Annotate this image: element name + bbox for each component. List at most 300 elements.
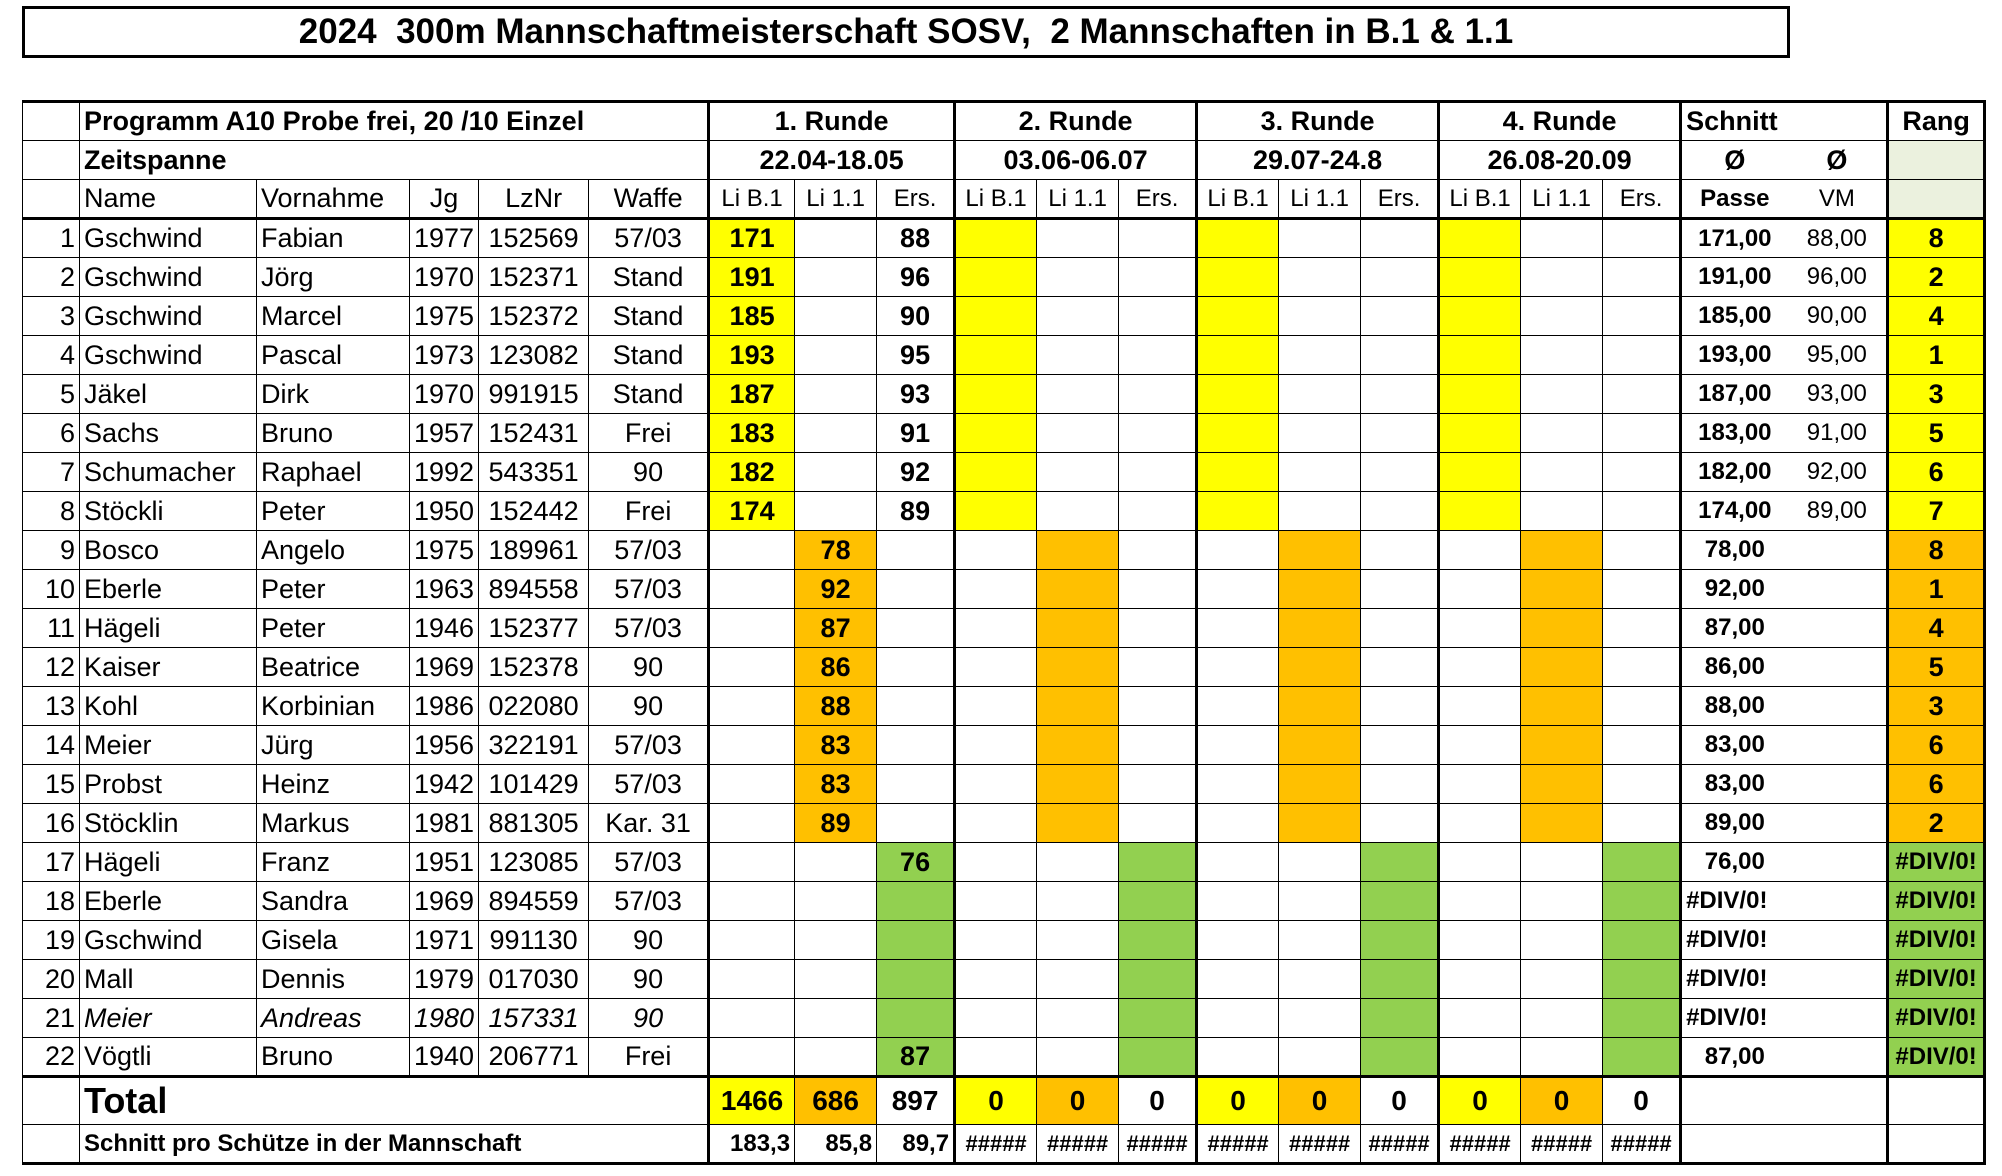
corner-cell [23, 1125, 80, 1164]
r3-li-b1-cell [1197, 258, 1279, 297]
row-number: 13 [23, 687, 80, 726]
r4-li-b1-cell [1439, 336, 1521, 375]
r3-li-b1-cell [1197, 570, 1279, 609]
r4-li-11-cell [1521, 414, 1603, 453]
row-number: 18 [23, 882, 80, 921]
r1-li-11-cell: 78 [795, 531, 877, 570]
lznr-cell: 991915 [479, 375, 589, 414]
waffe-cell: 57/03 [589, 726, 709, 765]
r1-ers-cell [877, 882, 955, 921]
lznr-cell: 017030 [479, 960, 589, 999]
r4-li-11-cell [1521, 453, 1603, 492]
rank-cell: 8 [1888, 219, 1985, 258]
r2-li-b1-cell [955, 531, 1037, 570]
lznr-cell: 152431 [479, 414, 589, 453]
passe-avg-cell: 89,00 [1681, 804, 1788, 843]
r4-ers-cell [1603, 258, 1681, 297]
average-row [23, 1125, 1985, 1164]
total-value-cell: 686 [795, 1077, 877, 1125]
vorname-cell: Franz [257, 843, 410, 882]
name-cell: Hägeli [80, 609, 257, 648]
row-number: 6 [23, 414, 80, 453]
row-number: 4 [23, 336, 80, 375]
r2-li-11-cell [1037, 843, 1119, 882]
lznr-cell: 123082 [479, 336, 589, 375]
average-value-cell: ##### [1603, 1125, 1681, 1164]
r1-li-11-cell: 92 [795, 570, 877, 609]
vorname-cell: Peter [257, 609, 410, 648]
jg-cell: 1980 [410, 999, 479, 1038]
average-value-cell: ##### [1197, 1125, 1279, 1164]
r3-li-11-cell [1279, 1038, 1361, 1077]
lznr-cell: 123085 [479, 843, 589, 882]
rang-label: Rang [1888, 102, 1985, 141]
r2-li-11-cell [1037, 570, 1119, 609]
r3-li-11-cell [1279, 648, 1361, 687]
r4-li-11-cell [1521, 297, 1603, 336]
schnitt-label: Schnitt [1681, 102, 1888, 141]
r4-li-b1-cell [1439, 726, 1521, 765]
round-2-dates: 03.06-06.07 [955, 141, 1197, 180]
r4-ers-cell [1603, 336, 1681, 375]
results-table [22, 100, 1986, 1165]
r2-li-b1-cell [955, 492, 1037, 531]
r2-li-11-cell [1037, 960, 1119, 999]
r1-li-11-cell: 87 [795, 609, 877, 648]
r4-ers-cell [1603, 492, 1681, 531]
row-number: 5 [23, 375, 80, 414]
table-row [23, 687, 1985, 726]
r1-li-11-cell [795, 960, 877, 999]
r2-li-b1-cell [955, 219, 1037, 258]
r1-ers-cell [877, 765, 955, 804]
r3-ers-cell [1361, 882, 1439, 921]
name-cell: Bosco [80, 531, 257, 570]
r3-li-11-cell [1279, 960, 1361, 999]
r2-li-b1-cell [955, 765, 1037, 804]
vm-avg-cell [1788, 804, 1888, 843]
r1-ers-cell [877, 609, 955, 648]
r2-li-b1-cell [955, 375, 1037, 414]
round-1-dates: 22.04-18.05 [709, 141, 955, 180]
waffe-cell: Stand [589, 297, 709, 336]
r2-li-b1-cell [955, 843, 1037, 882]
r3-li-b1-cell [1197, 531, 1279, 570]
table-row [23, 765, 1985, 804]
jg-cell: 1956 [410, 726, 479, 765]
r2-li-b1-cell [955, 921, 1037, 960]
row-number: 11 [23, 609, 80, 648]
rank-cell: 5 [1888, 414, 1985, 453]
r3-ers-cell [1361, 531, 1439, 570]
r4-li-11-cell [1521, 804, 1603, 843]
name-cell: Stöckli [80, 492, 257, 531]
r4-ers-cell [1603, 726, 1681, 765]
passe-avg-cell: #DIV/0! [1681, 882, 1788, 921]
r4-li-b1-cell [1439, 297, 1521, 336]
vm-avg-cell [1788, 765, 1888, 804]
r2-ers-cell [1119, 375, 1197, 414]
vm-avg-cell: 88,00 [1788, 219, 1888, 258]
r4-ers-cell [1603, 960, 1681, 999]
r1-li-11-cell [795, 882, 877, 921]
rank-cell: 5 [1888, 648, 1985, 687]
total-row [23, 1077, 1985, 1125]
jg-cell: 1981 [410, 804, 479, 843]
corner-cell [23, 1077, 80, 1125]
vorname-cell: Raphael [257, 453, 410, 492]
r2-ers-cell [1119, 531, 1197, 570]
vorname-cell: Gisela [257, 921, 410, 960]
r4-li-b1-cell [1439, 414, 1521, 453]
total-value-cell: 0 [1521, 1077, 1603, 1125]
total-blank [1888, 1077, 1985, 1125]
table-row [23, 921, 1985, 960]
r1-li-b1-cell: 193 [709, 336, 795, 375]
vorname-cell: Fabian [257, 219, 410, 258]
r2-ers-cell [1119, 414, 1197, 453]
total-value-cell: 897 [877, 1077, 955, 1125]
r4-li-11-cell [1521, 492, 1603, 531]
r1-ers-cell: 93 [877, 375, 955, 414]
r4-li-11-cell [1521, 960, 1603, 999]
lznr-cell: 206771 [479, 1038, 589, 1077]
vm-avg-cell [1788, 570, 1888, 609]
total-value-cell: 0 [1603, 1077, 1681, 1125]
waffe-cell: 57/03 [589, 765, 709, 804]
r2-li-11-cell [1037, 1038, 1119, 1077]
passe-avg-cell: 171,00 [1681, 219, 1788, 258]
r4-li-b1-cell [1439, 1038, 1521, 1077]
r1-ers-cell [877, 960, 955, 999]
r4-ers-cell [1603, 999, 1681, 1038]
r3-ers-cell [1361, 609, 1439, 648]
average-value-cell: ##### [1037, 1125, 1119, 1164]
total-value-cell: 0 [1361, 1077, 1439, 1125]
r1-li-b1-cell [709, 843, 795, 882]
r1-ers-cell: 87 [877, 1038, 955, 1077]
r1-ers-cell: 96 [877, 258, 955, 297]
r1-li-11-cell: 88 [795, 687, 877, 726]
row-number: 15 [23, 765, 80, 804]
col-r2-li-11: Li 1.1 [1037, 180, 1119, 219]
r4-li-b1-cell [1439, 492, 1521, 531]
r2-ers-cell [1119, 960, 1197, 999]
r4-li-b1-cell [1439, 765, 1521, 804]
r1-li-b1-cell [709, 882, 795, 921]
total-value-cell: 0 [1197, 1077, 1279, 1125]
r1-li-11-cell [795, 453, 877, 492]
row-number: 14 [23, 726, 80, 765]
vorname-cell: Bruno [257, 414, 410, 453]
passe-avg-cell: 174,00 [1681, 492, 1788, 531]
r2-li-b1-cell [955, 687, 1037, 726]
rank-cell: #DIV/0! [1888, 843, 1985, 882]
waffe-cell: 57/03 [589, 882, 709, 921]
r1-li-b1-cell: 191 [709, 258, 795, 297]
row-number: 17 [23, 843, 80, 882]
r4-li-11-cell [1521, 921, 1603, 960]
r1-li-b1-cell [709, 960, 795, 999]
jg-cell: 1992 [410, 453, 479, 492]
jg-cell: 1969 [410, 648, 479, 687]
r3-li-b1-cell [1197, 648, 1279, 687]
r1-li-b1-cell [709, 648, 795, 687]
name-cell: Kohl [80, 687, 257, 726]
r3-li-11-cell [1279, 453, 1361, 492]
vorname-cell: Andreas [257, 999, 410, 1038]
lznr-cell: 022080 [479, 687, 589, 726]
r2-li-b1-cell [955, 297, 1037, 336]
r1-li-b1-cell: 183 [709, 414, 795, 453]
r2-ers-cell [1119, 336, 1197, 375]
r3-li-b1-cell [1197, 999, 1279, 1038]
r1-ers-cell [877, 570, 955, 609]
r3-li-b1-cell [1197, 414, 1279, 453]
lznr-cell: 894559 [479, 882, 589, 921]
r1-ers-cell: 76 [877, 843, 955, 882]
r1-li-b1-cell [709, 726, 795, 765]
r4-li-11-cell [1521, 258, 1603, 297]
jg-cell: 1970 [410, 258, 479, 297]
r1-ers-cell: 88 [877, 219, 955, 258]
round-3-title: 3. Runde [1197, 102, 1439, 141]
name-cell: Mall [80, 960, 257, 999]
name-cell: Stöcklin [80, 804, 257, 843]
vorname-cell: Dirk [257, 375, 410, 414]
r1-ers-cell [877, 999, 955, 1038]
r3-li-11-cell [1279, 219, 1361, 258]
lznr-cell: 157331 [479, 999, 589, 1038]
r3-ers-cell [1361, 843, 1439, 882]
total-value-cell: 0 [955, 1077, 1037, 1125]
passe-avg-cell: 191,00 [1681, 258, 1788, 297]
vorname-cell: Bruno [257, 1038, 410, 1077]
passe-avg-cell: #DIV/0! [1681, 999, 1788, 1038]
table-row [23, 297, 1985, 336]
r4-li-b1-cell [1439, 258, 1521, 297]
name-cell: Schumacher [80, 453, 257, 492]
r1-li-11-cell: 89 [795, 804, 877, 843]
vorname-cell: Dennis [257, 960, 410, 999]
r1-li-11-cell [795, 999, 877, 1038]
page-title: 2024 300m Mannschaftmeisterschaft SOSV, 2 Mannschaften in B.1 & 1.1 [22, 6, 1790, 58]
r1-li-11-cell: 86 [795, 648, 877, 687]
average-value-cell: 89,7 [877, 1125, 955, 1164]
round-3-dates: 29.07-24.8 [1197, 141, 1439, 180]
vm-avg-cell [1788, 960, 1888, 999]
r3-ers-cell [1361, 765, 1439, 804]
passe-avg-cell: 87,00 [1681, 1038, 1788, 1077]
col-r3-ers: Ers. [1361, 180, 1439, 219]
r1-li-b1-cell [709, 999, 795, 1038]
r4-li-b1-cell [1439, 648, 1521, 687]
r4-li-11-cell [1521, 999, 1603, 1038]
col-r3-li-11: Li 1.1 [1279, 180, 1361, 219]
name-cell: Probst [80, 765, 257, 804]
jg-cell: 1975 [410, 297, 479, 336]
round-2-title: 2. Runde [955, 102, 1197, 141]
r2-li-11-cell [1037, 453, 1119, 492]
r2-li-11-cell [1037, 414, 1119, 453]
rank-cell: 8 [1888, 531, 1985, 570]
programm-label: Programm A10 Probe frei, 20 /10 Einzel [80, 102, 709, 141]
r3-li-b1-cell [1197, 726, 1279, 765]
r2-li-b1-cell [955, 336, 1037, 375]
vorname-cell: Peter [257, 492, 410, 531]
table-row [23, 648, 1985, 687]
average-label: Schnitt pro Schütze in der Mannschaft [80, 1125, 709, 1164]
r2-li-11-cell [1037, 609, 1119, 648]
zeitspanne-label: Zeitspanne [80, 141, 709, 180]
r4-li-b1-cell [1439, 882, 1521, 921]
corner-cell [23, 141, 80, 180]
total-blank [1788, 1077, 1888, 1125]
r2-li-11-cell [1037, 999, 1119, 1038]
col-r2-ers: Ers. [1119, 180, 1197, 219]
col-r4-li-11: Li 1.1 [1521, 180, 1603, 219]
r2-li-b1-cell [955, 258, 1037, 297]
name-cell: Meier [80, 999, 257, 1038]
name-cell: Gschwind [80, 297, 257, 336]
col-passe: Passe [1681, 180, 1788, 219]
r4-ers-cell [1603, 531, 1681, 570]
r2-li-b1-cell [955, 960, 1037, 999]
rank-cell: 7 [1888, 492, 1985, 531]
average-value-cell: 85,8 [795, 1125, 877, 1164]
r1-ers-cell: 95 [877, 336, 955, 375]
r2-ers-cell [1119, 726, 1197, 765]
r4-ers-cell [1603, 453, 1681, 492]
r4-li-b1-cell [1439, 843, 1521, 882]
table-row [23, 258, 1985, 297]
average-blank [1888, 1125, 1985, 1164]
r2-li-11-cell [1037, 882, 1119, 921]
r1-li-11-cell [795, 375, 877, 414]
rank-cell: #DIV/0! [1888, 921, 1985, 960]
lznr-cell: 322191 [479, 726, 589, 765]
vorname-cell: Angelo [257, 531, 410, 570]
corner-cell [23, 180, 80, 219]
total-value-cell: 0 [1119, 1077, 1197, 1125]
r3-li-b1-cell [1197, 219, 1279, 258]
r3-li-b1-cell [1197, 492, 1279, 531]
passe-avg-cell: 92,00 [1681, 570, 1788, 609]
r3-li-11-cell [1279, 492, 1361, 531]
r3-li-11-cell [1279, 258, 1361, 297]
vm-avg-cell [1788, 999, 1888, 1038]
r3-li-b1-cell [1197, 921, 1279, 960]
round-4-dates: 26.08-20.09 [1439, 141, 1681, 180]
jg-cell: 1951 [410, 843, 479, 882]
lznr-cell: 152372 [479, 297, 589, 336]
name-cell: Gschwind [80, 258, 257, 297]
waffe-cell: 90 [589, 648, 709, 687]
col-r3-li-b1: Li B.1 [1197, 180, 1279, 219]
jg-cell: 1986 [410, 687, 479, 726]
table-row [23, 375, 1985, 414]
r4-li-b1-cell [1439, 804, 1521, 843]
r1-li-b1-cell [709, 687, 795, 726]
row-number: 19 [23, 921, 80, 960]
r3-ers-cell [1361, 336, 1439, 375]
round-4-title: 4. Runde [1439, 102, 1681, 141]
vm-avg-cell: 95,00 [1788, 336, 1888, 375]
r3-li-11-cell [1279, 297, 1361, 336]
jg-cell: 1946 [410, 609, 479, 648]
r3-ers-cell [1361, 453, 1439, 492]
waffe-cell: Frei [589, 414, 709, 453]
waffe-cell: 90 [589, 453, 709, 492]
lznr-cell: 152377 [479, 609, 589, 648]
passe-avg-cell: 76,00 [1681, 843, 1788, 882]
r4-li-b1-cell [1439, 609, 1521, 648]
r4-li-11-cell [1521, 765, 1603, 804]
vorname-cell: Jörg [257, 258, 410, 297]
r3-ers-cell [1361, 414, 1439, 453]
r1-li-11-cell [795, 843, 877, 882]
col-vorname: Vornahme [257, 180, 410, 219]
r4-li-11-cell [1521, 1038, 1603, 1077]
col-r1-ers: Ers. [877, 180, 955, 219]
r4-li-b1-cell [1439, 453, 1521, 492]
r3-li-11-cell [1279, 726, 1361, 765]
r3-li-11-cell [1279, 999, 1361, 1038]
r3-li-b1-cell [1197, 1038, 1279, 1077]
vm-avg-cell: 91,00 [1788, 414, 1888, 453]
table-row [23, 726, 1985, 765]
r2-li-11-cell [1037, 804, 1119, 843]
passe-avg-cell: 83,00 [1681, 726, 1788, 765]
r3-ers-cell [1361, 1038, 1439, 1077]
waffe-cell: 90 [589, 999, 709, 1038]
passe-avg-cell: 187,00 [1681, 375, 1788, 414]
waffe-cell: 57/03 [589, 219, 709, 258]
r1-li-b1-cell [709, 531, 795, 570]
r2-li-b1-cell [955, 1038, 1037, 1077]
r3-li-b1-cell [1197, 882, 1279, 921]
rank-cell: #DIV/0! [1888, 960, 1985, 999]
table-row [23, 336, 1985, 375]
r2-li-11-cell [1037, 921, 1119, 960]
vm-avg-cell [1788, 921, 1888, 960]
waffe-cell: 90 [589, 921, 709, 960]
r4-ers-cell [1603, 648, 1681, 687]
r3-ers-cell [1361, 297, 1439, 336]
total-value-cell: 0 [1037, 1077, 1119, 1125]
name-cell: Sachs [80, 414, 257, 453]
passe-avg-cell: 193,00 [1681, 336, 1788, 375]
vm-avg-cell [1788, 531, 1888, 570]
rang-blank [1888, 141, 1985, 180]
jg-cell: 1971 [410, 921, 479, 960]
r2-li-11-cell [1037, 219, 1119, 258]
r3-li-b1-cell [1197, 843, 1279, 882]
col-jg: Jg [410, 180, 479, 219]
vm-avg-cell [1788, 687, 1888, 726]
row-number: 20 [23, 960, 80, 999]
col-r4-li-b1: Li B.1 [1439, 180, 1521, 219]
table-row [23, 570, 1985, 609]
table-row [23, 999, 1985, 1038]
r3-li-11-cell [1279, 375, 1361, 414]
r1-ers-cell [877, 648, 955, 687]
r4-ers-cell [1603, 921, 1681, 960]
r3-li-11-cell [1279, 570, 1361, 609]
round-1-title: 1. Runde [709, 102, 955, 141]
average-blank [1681, 1125, 1788, 1164]
r4-li-b1-cell [1439, 999, 1521, 1038]
